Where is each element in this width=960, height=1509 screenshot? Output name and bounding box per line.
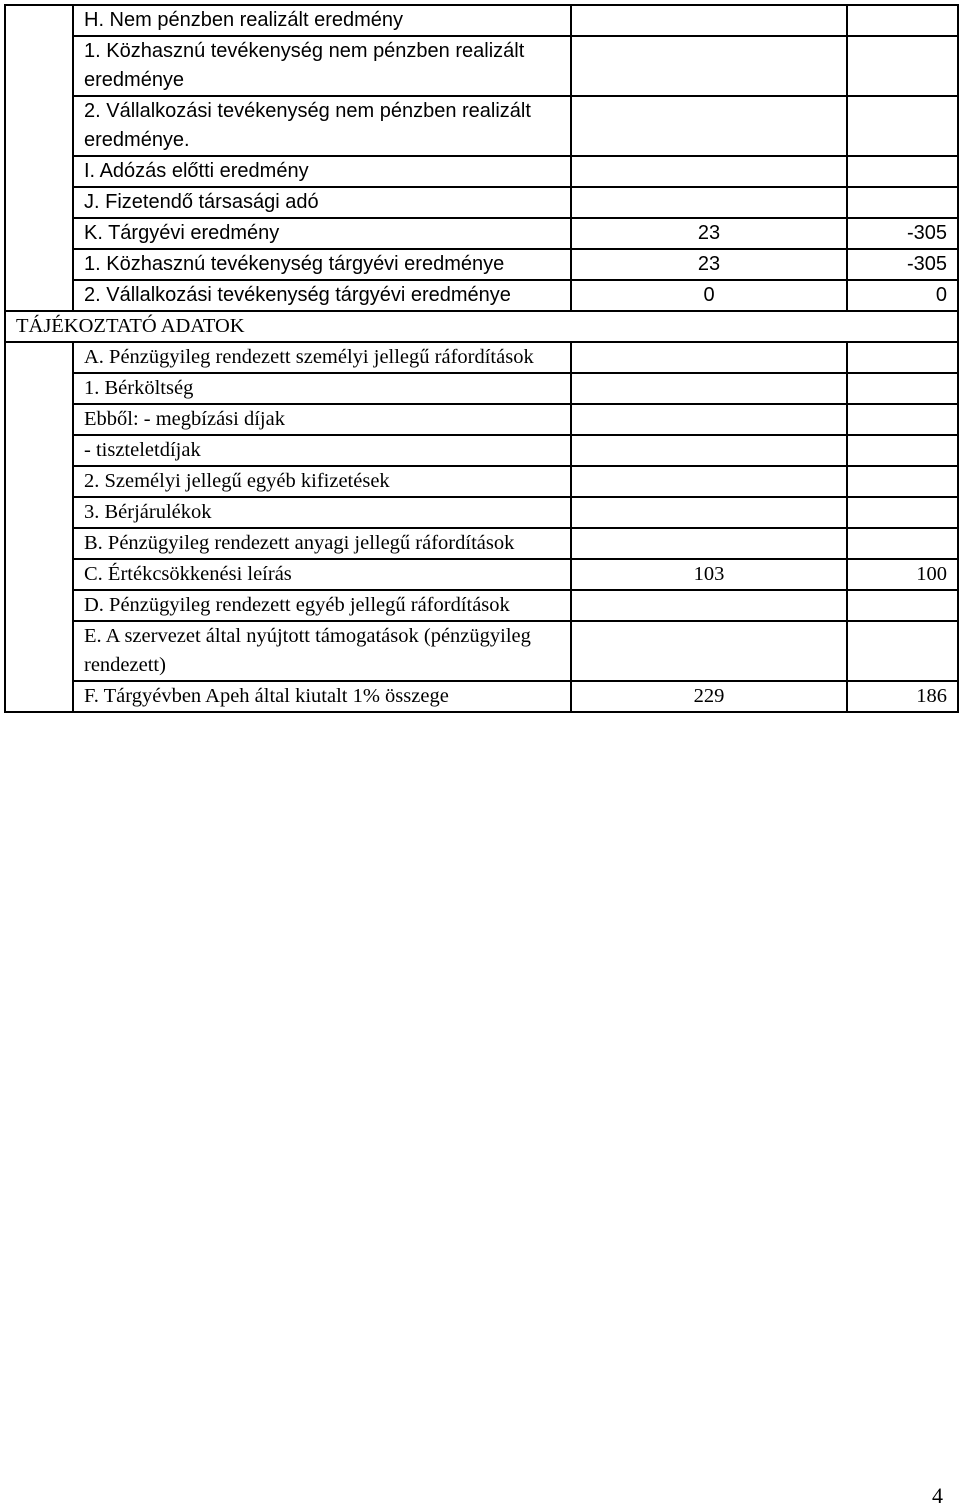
table-row bbox=[5, 5, 958, 36]
prev-year-value: 0 bbox=[571, 280, 847, 311]
current-year-value bbox=[847, 342, 958, 373]
current-year-value bbox=[847, 36, 958, 96]
current-year-value bbox=[847, 528, 958, 559]
row-label: - tiszteletdíjak bbox=[73, 435, 571, 466]
row-blank-cell bbox=[5, 342, 73, 712]
current-year-value bbox=[847, 466, 958, 497]
table-row bbox=[5, 280, 958, 311]
row-label: A. Pénzügyileg rendezett személyi jellegű ráfordítások bbox=[73, 342, 571, 373]
table-row bbox=[5, 559, 958, 590]
row-label: J. Fizetendő társasági adó bbox=[73, 187, 571, 218]
prev-year-value: 23 bbox=[571, 249, 847, 280]
current-year-value bbox=[847, 5, 958, 36]
row-label: Ebből: - megbízási díjak bbox=[73, 404, 571, 435]
row-label: C. Értékcsökkenési leírás bbox=[73, 559, 571, 590]
prev-year-value bbox=[571, 5, 847, 36]
table-row bbox=[5, 218, 958, 249]
table-row bbox=[5, 404, 958, 435]
current-year-value: 186 bbox=[847, 681, 958, 712]
current-year-value bbox=[847, 96, 958, 156]
prev-year-value bbox=[571, 590, 847, 621]
prev-year-value bbox=[571, 404, 847, 435]
row-label: 1. Közhasznú tevékenység nem pénzben realizált eredménye bbox=[73, 36, 571, 96]
prev-year-value: 103 bbox=[571, 559, 847, 590]
prev-year-value bbox=[571, 621, 847, 681]
row-label: K. Tárgyévi eredmény bbox=[73, 218, 571, 249]
row-label: 2. Vállalkozási tevékenység tárgyévi eredménye bbox=[73, 280, 571, 311]
current-year-value bbox=[847, 435, 958, 466]
table-row bbox=[5, 249, 958, 280]
section-row bbox=[5, 311, 958, 342]
row-label: E. A szervezet által nyújtott támogatások (pénzügyileg rendezett) bbox=[73, 621, 571, 681]
prev-year-value bbox=[571, 528, 847, 559]
row-label: 3. Bérjárulékok bbox=[73, 497, 571, 528]
current-year-value bbox=[847, 404, 958, 435]
table-row bbox=[5, 681, 958, 712]
prev-year-value bbox=[571, 342, 847, 373]
table-row bbox=[5, 187, 958, 218]
current-year-value bbox=[847, 590, 958, 621]
current-year-value: -305 bbox=[847, 218, 958, 249]
current-year-value bbox=[847, 621, 958, 681]
section-title: TÁJÉKOZTATÓ ADATOK bbox=[5, 311, 958, 342]
prev-year-value bbox=[571, 373, 847, 404]
current-year-value bbox=[847, 497, 958, 528]
table-row bbox=[5, 96, 958, 156]
row-label: I. Adózás előtti eredmény bbox=[73, 156, 571, 187]
row-label: B. Pénzügyileg rendezett anyagi jellegű ráfordítások bbox=[73, 528, 571, 559]
prev-year-value: 229 bbox=[571, 681, 847, 712]
row-label: F. Tárgyévben Apeh által kiutalt 1% összege bbox=[73, 681, 571, 712]
row-blank-cell bbox=[5, 5, 73, 311]
current-year-value: 0 bbox=[847, 280, 958, 311]
table-row bbox=[5, 156, 958, 187]
row-label: 2. Vállalkozási tevékenység nem pénzben realizált eredménye. bbox=[73, 96, 571, 156]
financial-report-table bbox=[4, 4, 959, 713]
current-year-value bbox=[847, 373, 958, 404]
table-row bbox=[5, 435, 958, 466]
prev-year-value bbox=[571, 156, 847, 187]
prev-year-value bbox=[571, 466, 847, 497]
prev-year-value bbox=[571, 187, 847, 218]
row-label: H. Nem pénzben realizált eredmény bbox=[73, 5, 571, 36]
table-row bbox=[5, 36, 958, 96]
current-year-value: 100 bbox=[847, 559, 958, 590]
prev-year-value bbox=[571, 497, 847, 528]
row-label: 1. Bérköltség bbox=[73, 373, 571, 404]
table-row bbox=[5, 590, 958, 621]
table-row bbox=[5, 342, 958, 373]
current-year-value bbox=[847, 156, 958, 187]
prev-year-value bbox=[571, 96, 847, 156]
prev-year-value bbox=[571, 36, 847, 96]
table-row bbox=[5, 497, 958, 528]
row-label: 1. Közhasznú tevékenység tárgyévi eredménye bbox=[73, 249, 571, 280]
current-year-value bbox=[847, 187, 958, 218]
table-row bbox=[5, 466, 958, 497]
prev-year-value bbox=[571, 435, 847, 466]
page-number: 4 bbox=[932, 1483, 943, 1508]
row-label: 2. Személyi jellegű egyéb kifizetések bbox=[73, 466, 571, 497]
table-row bbox=[5, 621, 958, 681]
table-row bbox=[5, 528, 958, 559]
row-label: D. Pénzügyileg rendezett egyéb jellegű ráfordítások bbox=[73, 590, 571, 621]
current-year-value: -305 bbox=[847, 249, 958, 280]
table-row bbox=[5, 373, 958, 404]
prev-year-value: 23 bbox=[571, 218, 847, 249]
